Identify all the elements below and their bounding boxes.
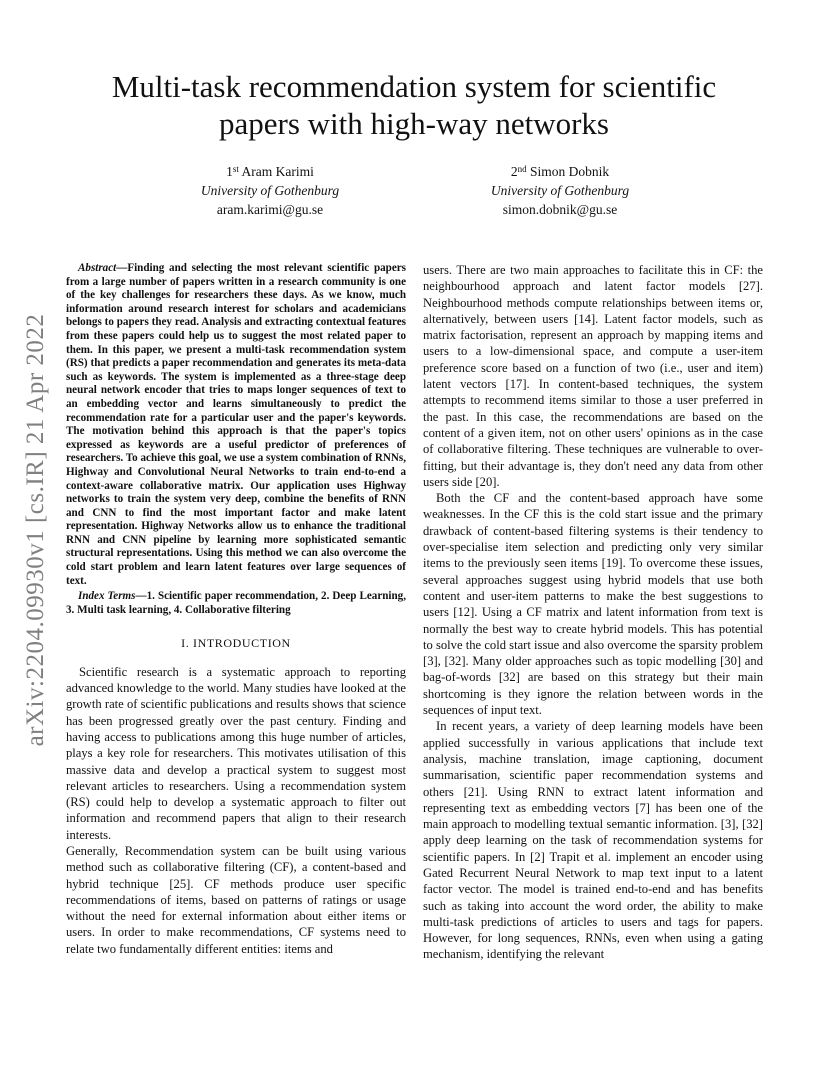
index-terms: [66, 590, 406, 617]
arxiv-side-identifier: [20, 300, 52, 760]
title-line-2: papers with high-way networks: [219, 106, 609, 141]
section-title-rest: NTRODUCTION: [197, 636, 291, 651]
section-numeral: I.: [181, 636, 193, 651]
author-2-name-line: [440, 162, 680, 181]
author-1-ordinal-suffix: st: [232, 164, 239, 174]
author-1-name: Aram Karimi: [241, 164, 314, 179]
right-column: [423, 262, 763, 963]
author-1-email: aram.karimi@gu.se: [216, 202, 324, 217]
author-1-affiliation: University of Gothenburg: [200, 183, 340, 198]
author-1: [150, 162, 390, 219]
author-2-affiliation: University of Gothenburg: [490, 183, 630, 198]
intro-paragraph-1: Scientific research is a systematic approach to reporting advanced knowledge to the world. Many studies have looked at the growth rate of scientific publications and results shows that science has been progressed greatly over the past century. Finding and having access to publications among this huge number of articles, plays a key role for researchers. This motivates utilisation of this massive data and develop a practical system to suggest most relevant articles to researchers. Using a recommendation system (RS) could help to develop a systematic approach to filter out information and recommend papers that align to their research interests.: [66, 664, 406, 842]
left-column: [66, 262, 406, 957]
paper-title: [70, 68, 758, 142]
section-heading-introduction: [66, 635, 406, 651]
index-terms-text: —1. Scientific paper recommendation, 2. Deep Learning, 3. Multi task learning, 4. Collaborative filtering: [66, 590, 406, 616]
author-1-name-line: [150, 162, 390, 181]
author-2-ordinal: 2: [510, 164, 518, 179]
author-2: [440, 162, 680, 219]
abstract-text: —Finding and selecting the most relevant scientific papers from a large number of papers written in a research community is one of the key challenges for researchers these days. As we know, much information around research interest for scholars and academicians belongs to papers they read. Analysis and extracting contextual features from these papers could help us to suggest the most related paper to them. In this paper, we present a multi-task recommendation system (RS) that predicts a paper recommendation and generates its meta-data such as keywords. The system is implemented as a three-stage deep neural network encoder that tries to maps longer sequences of text to an embedding vector and learns simultaneously to predict the recommendation rate for a particular user and the paper's keywords. The motivation behind this approach is that the paper's topics expressed as keywords are a useful predictor of preferences of researchers. To achieve this goal, we use a system combination of RNNs, Highway and Convolutional Neural Networks to train end-to-end a context-aware collaborative matrix. Our application uses Highway networks to train the system very deep, combine the benefits of RNN and CNN to find the most important factor and make latent representation. Highway Networks allow us to enhance the traditional RNN and CNN pipeline by learning more sophisticated semantic structural representations. Using this method we can also overcome the cold start problem and learn latent features over large sequences of text.: [66, 262, 406, 587]
intro-paragraph-2: Generally, Recommendation system can be built using various method such as collaborative filtering (CF), a content-based and hybrid technique [25]. CF methods produce user specific recommendations of items, based on patterns of ratings or usage without the need for external information about either items or users. In order to make recommendations, CF systems need to relate two fundamentally different entities: items and: [66, 844, 406, 956]
intro-paragraph-3: users. There are two main approaches to facilitate this in CF: the neighbourhood approach and latent factor models [27]. Neighbourhood methods compute relationships between items or, alternatively, between users [14]. Latent factor models, such as matrix factorisation, represent an approach by mapping items and users to a low-dimensional space, and compute a user-item preference score based on a function of two (i.e., user and item) latent vectors [17]. In content-based techniques, the system attempts to recommend items similar to those a user preferred in the past. In this case, the recommendations are based on the content of a given item, not on other users' opinions as in the case of collaborative filtering. These techniques are vulnerable to over-fitting, but their advantage is, they don't need any data from other users side [20].: [423, 263, 763, 489]
abstract: [66, 262, 406, 588]
index-terms-label: Index Terms: [78, 590, 136, 603]
intro-paragraph-4: Both the CF and the content-based approach have some weaknesses. In the CF this is the cold start issue and the primary drawback of content-based filtering systems is their tendency to over-specialise item selection and predicting only very similar items to the previously seen items [19]. To overcome these issues, several approaches suggest using hybrid models that use both content and user-item patterns to make the best suggestions to users [12]. Using a CF matrix and latent information from text is normally the best way to create hybrid models. This has potential to solve the cold start issue and also overcome the sparsity problem [3], [32]. Many older approaches such as topic modelling [30] and bag-of-words [32] are based on this strategy but their main shortcoming is they ignore the relation between words in the sequences of input text.: [423, 491, 763, 718]
author-2-email: simon.dobnik@gu.se: [502, 202, 618, 217]
author-1-ordinal: 1: [226, 164, 233, 179]
section-title-first: I: [192, 636, 198, 651]
author-2-name: Simon Dobnik: [529, 164, 610, 179]
abstract-label: Abstract: [78, 262, 117, 274]
intro-paragraph-5: In recent years, a variety of deep learning models have been applied successfully in various applications that include text analysis, machine translation, image captioning, document summarisation, scientific paper recommendation systems and others [21]. Using RNN to extract latent information and representing text as embedding vectors [7] has been one of the main approach to modelling textual semantic information. [3], [32] apply deep learning on the task of recommendation systems for scientific papers. In [2] Trapit et al. implement an encoder using Gated Recurrent Neural Network to map text input to a latent factor vector. The model is trained end-to-end and has benefits such as taking into account the word order, the ability to make multi-task predictions of articles to users and tags for papers. However, for long sequences, RNNs, even when using a gating mechanism, identifying the relevant: [423, 719, 763, 962]
title-line-1: Multi-task recommendation system for scientific: [111, 69, 717, 104]
arxiv-id-text: arXiv:2204.09930v1 [cs.IR] 21 Apr 2022: [22, 313, 49, 747]
author-2-ordinal-suffix: nd: [517, 164, 527, 174]
